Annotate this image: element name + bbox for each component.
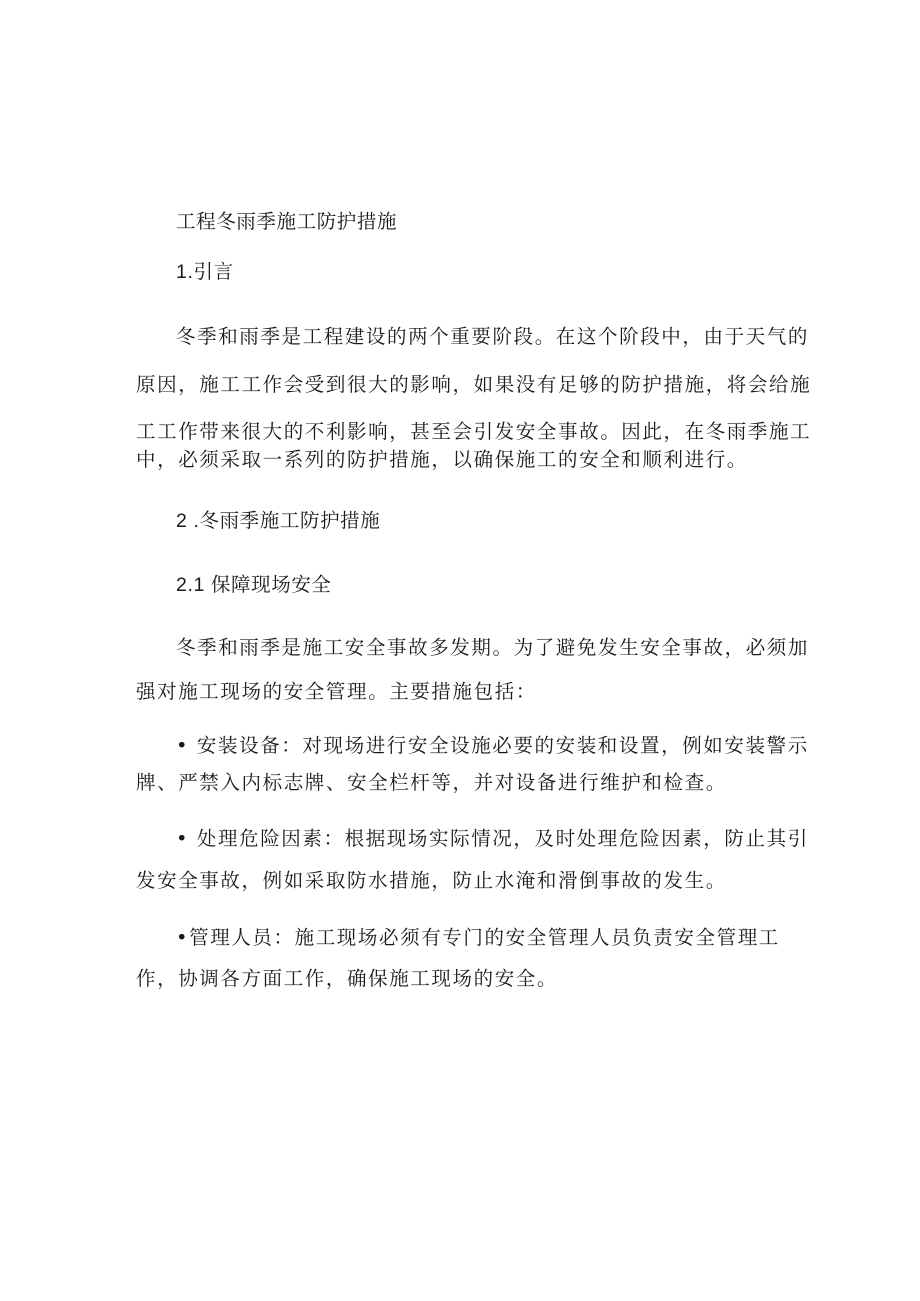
list-item-line: • 处理危险因素：根据现场实际情况，及时处理危险因素，防止其引 [176, 827, 809, 850]
list-item-line: • 安装设备：对现场进行安全设施必要的安装和设置，例如安装警示 [176, 734, 809, 757]
list-item-line: 作，协调各方面工作，确保施工现场的安全。 [136, 967, 559, 990]
paragraph-line: 冬季和雨季是施工安全事故多发期。为了避免发生安全事故，必须加 [176, 636, 810, 659]
paragraph-line: 原因，施工工作会受到很大的影响，如果没有足够的防护措施，将会给施 [136, 373, 812, 396]
section-heading-measures: 2 .冬雨季施工防护措施 [176, 510, 381, 532]
section-heading-intro: 1.引言 [176, 261, 234, 283]
document-title: 工程冬雨季施工防护措施 [176, 210, 398, 233]
paragraph-line: 冬季和雨季是工程建设的两个重要阶段。在这个阶段中，由于天气的 [176, 325, 810, 348]
list-item-line: •管理人员：施工现场必须有专门的安全管理人员负责安全管理工 [176, 926, 780, 949]
paragraph-line: 工工作带来很大的不利影响，甚至会引发安全事故。因此，在冬雨季施工 [136, 420, 812, 443]
paragraph-line: 中，必须采取一系列的防护措施，以确保施工的安全和顺利进行。 [136, 448, 748, 471]
subsection-heading-site-safety: 2.1 保障现场安全 [176, 574, 332, 596]
list-item-line: 发安全事故，例如采取防水措施，防止水淹和滑倒事故的发生。 [136, 869, 727, 892]
paragraph-line: 强对施工现场的安全管理。主要措施包括： [136, 680, 537, 703]
list-item-line: 牌、严禁入内标志牌、安全栏杆等，并对设备进行维护和检查。 [136, 771, 727, 794]
